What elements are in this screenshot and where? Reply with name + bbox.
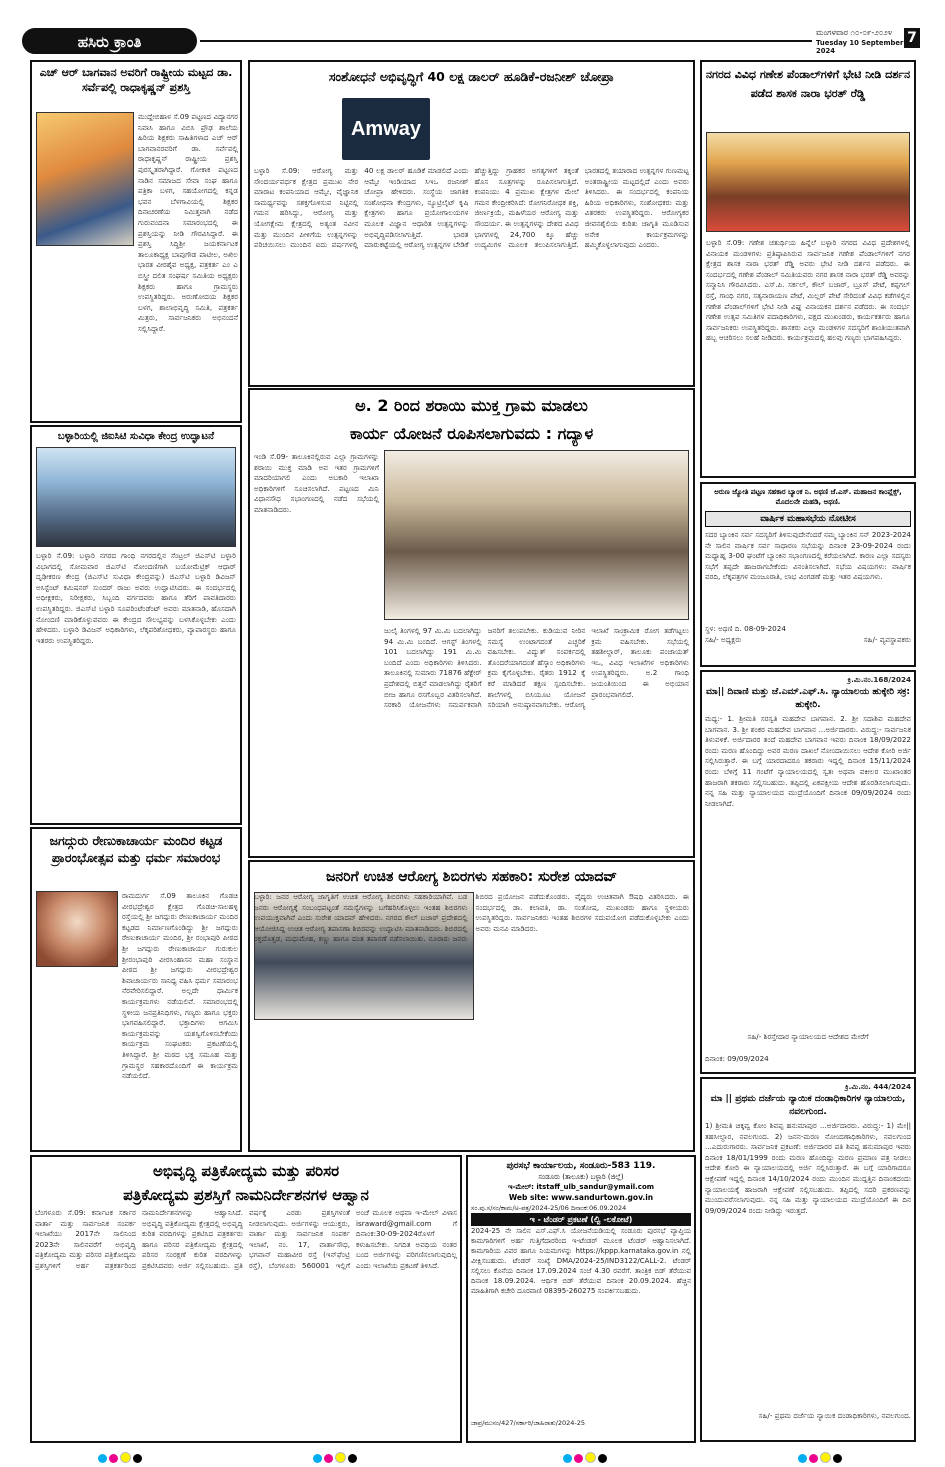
article-renukacharya-temple xyxy=(30,827,242,1152)
tender-website: Web site: www.sandurtown.gov.in xyxy=(508,1193,654,1202)
amway-logo xyxy=(342,98,430,160)
notice-date: ದಿನಾಂಕ: 09/09/2024 xyxy=(705,1054,769,1063)
masthead xyxy=(22,28,922,54)
headline: ಜನರಿಗೆ ಉಚಿತ ಆರೋಗ್ಯ ಶಿಬಿರಗಳು ಸಹಕಾರಿ: ಸುರೇಶ ಯಾದವ್ xyxy=(326,869,617,885)
tender-email: ಇ-ಮೇಲ್: itstaff_ulb_sandur@ymail.com xyxy=(507,1183,655,1191)
article-body: ಬಳ್ಳಾರಿ: ಜನರ ಆರೋಗ್ಯ ಜಾಗೃತಿಗೆ ಉಚಿತ ಆರೋಗ್ಯ ಶಿಬಿರಗಳು ಸಹಕಾರಿಯಾಗಿವೆ. ಬಡ ಜನರು ಆರೋಗ್ಯಕ್ಕೆ ಸಂಬಂಧಪಟ್ಟಂತೆ ಸಮಸ್ಯೆಗಳನ್ನು ಬಗೆಹರಿಸಿಕೊಳ್ಳಲು ಇಂತಹ ಶಿಬಿರಗಳು ಉಪಯುಕ್ತವಾಗಿವೆ ಎಂದು ಸುರೇಶ ಯಾದವ್ ಹೇಳಿದರು. ನಗರದ ಕೌಲ್ ಬಜಾರ್ ಪ್ರದೇಶದಲ್ಲಿ ಆಯೋಜಿಸಿದ್ದ ಉಚಿತ ಆರೋಗ್ಯ ತಪಾಸಣಾ ಶಿಬಿರವನ್ನು ಉದ್ಘಾಟಿಸಿ ಮಾತನಾಡಿದರು. ಶಿಬಿರದಲ್ಲಿ ರಕ್ತದೊತ್ತಡ, ಮಧುಮೇಹ, ಕಣ್ಣು ಹಾಗೂ ದಂತ ತಪಾಸಣೆ ನಡೆಸಲಾಯಿತು. ನೂರಾರು ಜನರು ಶಿಬಿರದ ಪ್ರಯೋಜನ ಪಡೆದುಕೊಂಡರು. ವೈದ್ಯರು ಉಚಿತವಾಗಿ ಔಷಧಿ ವಿತರಿಸಿದರು. ಈ ಸಂದರ್ಭದಲ್ಲಿ ಡಾ. ಕಲಾವತಿ, ಡಾ. ಸಂತೋಷ, ಮುಖಂಡರು ಹಾಗೂ ಸ್ಥಳೀಯರು ಉಪಸ್ಥಿತರಿದ್ದರು. ಸಾರ್ವಜನಿಕರು ಇಂತಹ ಶಿಬಿರಗಳ ಸದುಪಯೋಗ ಪಡೆದುಕೊಳ್ಳಬೇಕು ಎಂದು ಅವರು ಮನವಿ ಮಾಡಿದರು. xyxy=(254,892,689,944)
place-date: ಸ್ಥಳ: ಅಥಣಿ ದಿ. 08-09-2024 xyxy=(705,624,786,633)
headline-line2: ಪತ್ರಿಕೋದ್ಯಮ ಪ್ರಶಸ್ತಿಗೆ ನಾಮನಿರ್ದೇಶನಗಳ ಆಹ್ವಾನ xyxy=(123,1186,369,1204)
notice-court-hukkeri xyxy=(700,670,916,1074)
headline: ಬಳ್ಳಾರಿಯಲ್ಲಿ ಜಿಐಸಿಟಿ ಸುವಿಧಾ ಕೇಂದ್ರ ಉದ್ಘಾಟನೆ xyxy=(57,431,215,442)
notice-tender-sandur xyxy=(466,1155,696,1443)
headline: ಸಂಶೋಧನೆ ಅಭಿವೃದ್ಧಿಗೆ 40 ಲಕ್ಷ ಡಾಲರ್ ಹೂಡಿಕೆ-ರಜನೀಶ್ ಚೋಪ್ರಾ xyxy=(328,69,615,84)
case-number: ಕ್ರಿ.ಮಿ.ನಂ.168/2024 xyxy=(847,675,911,684)
notice-bank-agm xyxy=(700,482,916,667)
article-health-camp xyxy=(248,860,695,1152)
notice-body: ಮಧ್ಯ:- 1. ಶ್ರೀಮತಿ ಸರಸ್ವತಿ ಮಹದೇವ ಬಾಗವಾನ. 2. ಶ್ರೀ ಸದಾಶಿವ ಮಹದೇವ ಬಾಗವಾನ. 3. ಶ್ರೀ ಶಂಕರ ಮಹದೇವ ಬಾಗವಾನ ...ಅರ್ಜಿದಾರರು. ವಿರುದ್ಧ:- ಸಾರ್ವಜನಿಕ ತಿಳುವಳಿಕೆ. ಅರ್ಜಿದಾರರ ತಂದೆ ಮಹದೇವ ಬಾಗವಾನ ಇವರು ದಿನಾಂಕ 18/09/2022 ರಂದು ಮರಣ ಹೊಂದಿದ್ದು ಅವರ ಮರಣ ದಾಖಲೆ ನೋಂದಾಯಿಸಲು ಆದೇಶ ಕೋರಿ ಅರ್ಜಿ ಸಲ್ಲಿಸಿರುತ್ತಾರೆ. ಈ ಬಗ್ಗೆ ಯಾರದಾದರೂ ತಕರಾರು ಇದ್ದಲ್ಲಿ ದಿನಾಂಕ 15/11/2024 ರಂದು ಬೆಳಿಗ್ಗೆ 11 ಗಂಟೆಗೆ ನ್ಯಾಯಾಲಯದಲ್ಲಿ ಸ್ವತಃ ಅಥವಾ ವಕೀಲರ ಮುಖಾಂತರ ಹಾಜರಾಗಿ ತಕರಾರು ಸಲ್ಲಿಸಬಹುದು. ತಪ್ಪಿದಲ್ಲಿ ಏಕಪಕ್ಷೀಯ ಆದೇಶ ಹೊರಡಿಸಲಾಗುವುದು. ನನ್ನ ಸಹಿ ಮತ್ತು ನ್ಯಾಯಾಲಯದ ಮುದ್ರೆಯೊಂದಿಗೆ ದಿನಾಂಕ 09/09/2024 ರಂದು ನೀಡಲಾಗಿದೆ. xyxy=(705,714,911,808)
awardee-photo xyxy=(36,112,134,246)
notice-body: ಸದರ ಬ್ಯಾಂಕಿನ ಸರ್ವ ಸದಸ್ಯರಿಗೆ ತಿಳಿಸುವುದೇನೆಂದರೆ ನಮ್ಮ ಬ್ಯಾಂಕಿನ ಸನ್ 2023-2024 ನೇ ಸಾಲಿನ ವಾರ್ಷಿಕ ಸರ್ವ ಸಾಧಾರಣ ಸಭೆಯನ್ನು ದಿನಾಂಕ 23-09-2024 ರಂದು ಮಧ್ಯಾಹ್ನ 3-00 ಘಂಟೆಗೆ ಬ್ಯಾಂಕಿನ ಸಭಾಂಗಣದಲ್ಲಿ ಕರೆಯಲಾಗಿದೆ. ಕಾರಣ ಎಲ್ಲಾ ಸದಸ್ಯರು ಸಭೆಗೆ ತಪ್ಪದೇ ಹಾಜರಾಗಬೇಕೆಂದು ವಿನಂತಿಸಲಾಗಿದೆ. ಸಭೆಯ ವಿಷಯಗಳು: ವಾರ್ಷಿಕ ವರದಿ, ಲೆಕ್ಕಪತ್ರಗಳ ಮಂಜೂರಾತಿ, ಲಾಭ ವಿಂಗಡಣೆ ಮತ್ತು ಇತರ ವಿಷಯಗಳು. xyxy=(705,530,911,582)
cmyk-dots-right xyxy=(798,1448,844,1467)
notice-court-navalgund xyxy=(700,1077,916,1442)
article-body: ಬಳ್ಳಾರಿ ಸೆ.09: ಗಣೇಶ ಚತುರ್ಥಿಯ ಹಿನ್ನೆಲೆ ಬಳ್ಳಾರಿ ನಗರದ ವಿವಿಧ ಪ್ರದೇಶಗಳಲ್ಲಿ ವಿನಾಯಕ ಮಂಡಳಿಗಳು ಪ್ರತಿಷ್ಠಾಪಿಸಿರುವ ಸಾರ್ವಜನಿಕ ಗಣೇಶ ಪೆಂಡಾಲ್‌ಗಳಿಗೆ ನಗರ ಕ್ಷೇತ್ರದ ಶಾಸಕ ನಾರಾ ಭರತ್ ರೆಡ್ಡಿ ಅವರು ಭೇಟಿ ನೀಡಿ ದರ್ಶನ ಪಡೆದರು. ಈ ಸಂದರ್ಭದಲ್ಲಿ ಗಣೇಶ ಪೆಂಡಾಲ್ ಸಮಿತಿಯವರು ನಗರ ಶಾಸಕ ನಾರಾ ಭರತ್ ರೆಡ್ಡಿ ಅವರನ್ನು ಸನ್ಮಾನಿಸಿ ಗೌರವಿಸಿದರು. ಎಸ್.ಪಿ. ಸರ್ಕಲ್, ಕೌಲ್ ಬಜಾರ್, ಬ್ರೂಸ್ ಪೇಟೆ, ಕಪ್ಪಗಲ್ ರಸ್ತೆ, ಗಾಂಧಿ ನಗರ, ಸತ್ಯನಾರಾಯಣ ಪೇಟೆ, ಮಿಲ್ಲರ್ ಪೇಟೆ ಸೇರಿದಂತೆ ವಿವಿಧ ಕಡೆಗಳಲ್ಲಿನ ಗಣೇಶ ಪೆಂಡಾಲ್‌ಗಳಿಗೆ ಭೇಟಿ ನೀಡಿ ವಿಘ್ನ ವಿನಾಯಕನ ದರ್ಶನ ಪಡೆದರು. ಈ ಸಂದರ್ಭ ಗಣೇಶ ಉತ್ಸವ ಸಮಿತಿಗಳ ಪದಾಧಿಕಾರಿಗಳು, ಪಕ್ಷದ ಮುಖಂಡರು, ಕಾರ್ಯಕರ್ತರು ಹಾಗೂ ಸಾರ್ವಜನಿಕರು ಉಪಸ್ಥಿತರಿದ್ದರು. ಶಾಸಕರು ಎಲ್ಲಾ ಮಂಡಳಿಗಳ ಸದಸ್ಯರಿಗೆ ಶಾಂತಿಯುತವಾಗಿ ಹಬ್ಬ ಆಚರಿಸಲು ಸಲಹೆ ನೀಡಿದರು. ಕಾರ್ಯಕ್ರಮದಲ್ಲಿ ಹಲವು ಗಣ್ಯರು ಭಾಗವಹಿಸಿದ್ದರು. xyxy=(706,238,910,343)
notice-title: ವಾರ್ಷಿಕ ಮಹಾಸಭೆಯ ನೋಟೀಸ xyxy=(705,511,911,527)
mla-visit-photo xyxy=(706,132,910,232)
meeting-photo xyxy=(384,450,689,620)
notice-body: 1) ಶ್ರೀಮತಿ ಚಿಕ್ಕವ್ವ ಕೋಂ ಶಿವಪ್ಪ ಹನುಮಾಪುರ ...ಅರ್ಜಿದಾರರು. ವಿರುದ್ಧ:- 1) ಮೇ|| ತಹಸೀಲ್ದಾರ, ನವಲಗುಂದ. 2) ಜನನ-ಮರಣ ನೋಂದಣಾಧಿಕಾರಿಗಳು, ನವಲಗುಂದ ...ಎದುರುಗಾರರು. ಸಾರ್ವಜನಿಕ ಪ್ರಕಟಣೆ: ಅರ್ಜಿದಾರರ ಪತಿ ಶಿವಪ್ಪ ಹನುಮಾಪುರ ಇವರು ದಿನಾಂಕ 18/01/1999 ರಂದು ಮರಣ ಹೊಂದಿದ್ದು ಮರಣ ಪ್ರಮಾಣ ಪತ್ರ ನೀಡಲು ಆದೇಶ ಕೋರಿ ಈ ನ್ಯಾಯಾಲಯದಲ್ಲಿ ಅರ್ಜಿ ಸಲ್ಲಿಸಿರುತ್ತಾರೆ. ಈ ಬಗ್ಗೆ ಯಾರಿಗಾದರೂ ಆಕ್ಷೇಪಣೆ ಇದ್ದಲ್ಲಿ ದಿನಾಂಕ 14/10/2024 ರಂದು ಮುಂದಿನ ಮುದ್ದತ್ತಿನ ದಿನಾಂಕದಂದು ನ್ಯಾಯಾಲಯಕ್ಕೆ ಹಾಜರಾಗಿ ಆಕ್ಷೇಪಣೆ ಸಲ್ಲಿಸಬಹುದು. ತಪ್ಪಿದಲ್ಲಿ ಸದರಿ ಪ್ರಕರಣವನ್ನು ಮುಂದುವರೆಸಲಾಗುವುದು. ನನ್ನ ಸಹಿ ಮತ್ತು ನ್ಯಾಯಾಲಯದ ಮುದ್ರೆಯೊಂದಿಗೆ ಈ ದಿನ 09/09/2024 ರಂದು ನೀಡಿದ್ದು ಇರುತ್ತದೆ. xyxy=(705,1121,911,1215)
tender-reference: ಸಂ.ಪು.ಸ/ಸಂ/ಕಾಮ/ಅ-ಪತ್ರ/2024-25/06 ದಿನಾಂಕ:06.09.2024 xyxy=(471,1204,627,1212)
article-lead: ಇಂಡಿ ಸೆ.09- ತಾಲೂಕಿನಲ್ಲಿರುವ ಎಲ್ಲಾ ಗ್ರಾಮಗಳನ್ನು ಶರಾಯಿ ಮುಕ್ತ ಮಾಡಿ ಅವ ಇತರ ಗ್ರಾಮಗಳಿಗೆ ಮಾದರಿಯಾಗಲಿ ಎಂದು ಅಬಕಾರಿ ಇಲಾಖಾ ಅಧಿಕಾರಿಗಳಿಗೆ ಸೂಚಿಸಲಾಗಿದೆ. ಪಟ್ಟಣದ ಮಿನಿ ವಿಧಾನಸೌಧ ಸಭಾಂಗಣದಲ್ಲಿ ನಡೆದ ಸಭೆಯಲ್ಲಿ ಮಾತನಾಡಿದರು. xyxy=(254,452,379,514)
article-liquor-free-villages xyxy=(248,388,695,858)
headline: ನಗರದ ವಿವಿಧ ಗಣೇಶ ಪೆಂಡಾಲ್‌ಗಳಿಗೆ ಭೇಟಿ ನೀಡಿ ದರ್ಶನ ಪಡೆದ ಶಾಸಕ ನಾರಾ ಭರತ್ ರೆಡ್ಡಿ xyxy=(705,68,911,100)
article-body: ಜುಲೈ ತಿಂಗಳಲ್ಲಿ 97 ಮಿ.ಮಿ ಬದಲಾಗಿದ್ದು 94 ಮಿ.ಮಿ ಬಂದಿದೆ. ಆಗಸ್ಟ್ ತಿಂಗಳಲ್ಲಿ 101 ಬದಲಾಗಿದ್ದು 191 ಮಿ.ಮಿ ಬಂದಿದೆ ಎಂದು ಅಧಿಕಾರಿಗಳು ತಿಳಿಸಿದರು. ತಾಲೂಕಿನಲ್ಲಿ ಸುಮಾರು 71876 ಹೆಕ್ಟೇರ್ ಪ್ರದೇಶದಲ್ಲಿ ಬಿತ್ತನೆ ಮಾಡಲಾಗಿದ್ದು ರೈತರಿಗೆ ಬೀಜ ಹಾಗೂ ರಸಗೊಬ್ಬರ ವಿತರಿಸಲಾಗಿದೆ. ಸರಕಾರಿ ಯೋಜನೆಗಳು ಸಮರ್ಪಕವಾಗಿ ಜನರಿಗೆ ತಲುಪಬೇಕು. ಕುಡಿಯುವ ನೀರಿನ ಸಮಸ್ಯೆ ಉಂಟಾಗದಂತೆ ಎಚ್ಚರಿಕೆ ವಹಿಸಬೇಕು. ವಿದ್ಯುತ್ ಸಂಪರ್ಕದಲ್ಲಿ ತೊಂದರೆಯಾಗದಂತೆ ಹೆಸ್ಕಾಂ ಅಧಿಕಾರಿಗಳು ಕ್ರಮ ಕೈಗೊಳ್ಳಬೇಕು. ರೈತರು 1912 ಕ್ಕೆ ಕರೆ ಮಾಡಿದರೆ ತಕ್ಷಣ ಸ್ಪಂದಿಸಬೇಕು. ಶಾಲೆಗಳಲ್ಲಿ ಬಿಸಿಯೂಟ ಯೋಜನೆ ಸರಿಯಾಗಿ ಅನುಷ್ಠಾನವಾಗಬೇಕು. ಆರೋಗ್ಯ ಇಲಾಖೆ ಸಾಂಕ್ರಾಮಿಕ ರೋಗ ತಡೆಗಟ್ಟಲು ಕ್ರಮ ವಹಿಸಬೇಕು. ಸಭೆಯಲ್ಲಿ ತಹಶೀಲ್ದಾರ್, ತಾಲೂಕು ಪಂಚಾಯತ್ ಇಒ, ವಿವಿಧ ಇಲಾಖೆಗಳ ಅಧಿಕಾರಿಗಳು ಉಪಸ್ಥಿತರಿದ್ದರು. ಅ.2 ಗಾಂಧಿ ಜಯಂತಿಯಿಂದ ಈ ಅಭಿಯಾನ ಪ್ರಾರಂಭವಾಗಲಿದೆ. xyxy=(384,626,689,710)
cmyk-dots-left xyxy=(98,1448,144,1467)
court-title: ಮಾ || ಪ್ರಥಮ ದರ್ಜೆಯ ನ್ಯಾಯಿಕ ದಂಡಾಧಿಕಾರಿಗಳ ನ್ಯಾಯಾಲಯ, ನವಲಗುಂದ. xyxy=(710,1094,906,1117)
gst-event-photo xyxy=(36,447,236,547)
bank-header: ಅರುಣ ಜ್ಯೋತಿ ಪಟ್ಟಣ ಸಹಕಾರ ಬ್ಯಾಂಕ ನಿ. ಅಥಣಿ ಜೆ.ಎಸ್. ಮಹಾಜನ ಕಾಂಪ್ಲೆಕ್ಸ್, ಮೊದಲನೇ ಮಹಡಿ, ಅಥಣಿ. xyxy=(714,488,902,506)
sign-manager: ಸಹಿ/- ವ್ಯವಸ್ಥಾಪಕರು xyxy=(863,635,911,644)
tender-bar: ಇ - ಟೆಂಡರ್ ಪ್ರಕಟಣೆ (ಲ್ವಿ -ಲಕೋಟೆ) xyxy=(471,1213,691,1226)
article-body: ಮುದ್ದೇಬಿಹಾಳ ಸೆ.09 ಪಟ್ಟಣದ ವಿದ್ಯಾನಗರ ನಿವಾಸಿ ಹಾಗೂ ವಿಬಿಸಿ ಪ್ರೌಢ ಶಾಲೆಯ ಹಿರಿಯ ಶಿಕ್ಷಕರು ಸಾಹಿತಿಗಳಾದ ಎಚ್ ಆರ್ ಬಾಗವಾನರವರಿಗೆ ಡಾ. ಸರ್ವೆಪಲ್ಲಿ ರಾಧಾಕೃಷ್ಣನ್ ರಾಷ್ಟ್ರೀಯ ಪ್ರಶಸ್ತಿ ಪುರಸ್ಕೃತರಾಗಿದ್ದಾರೆ. ಗೋಕಾಕ ಪಟ್ಟಣದ ನಾಡಿನ ಸಮಾಜದ ಸೇವಾ ಸಂಘ ಹಾಗೂ ಪತ್ರಿಕಾ ಬಳಗ, ಸಹಯೋಗದಲ್ಲಿ ಕನ್ನಡ ಭವನ ಬೆಳಗಾವಿಯಲ್ಲಿ ಶಿಕ್ಷಕರ ದಿನಾಚರಣೆಯ ನಿಮಿತ್ತವಾಗಿ ನಡೆದ ಗುರುವಂದನಾ ಸಮಾರಂಭದಲ್ಲಿ ಈ ಪ್ರಶಸ್ತಿಯನ್ನು ನೀಡಿ ಗೌರವಿಸಿದ್ದಾರೆ. ಈ ಪ್ರಶಸ್ತಿ ಸಿದ್ಧಿಶ್ರೀ ಜಯಕರ್ನಾಟಕ ತಾಲೂಕಾಧ್ಯಕ್ಷ ಬಾಪುಗೌಡ ಪಾಟೀಲ, ಅಖಿಲ ಭಾರತ ವೀರಶೈವ ಅಧ್ಯಕ್ಷ, ಪತ್ರಕರ್ತ ಎಂ ಎ ಬಿಸ್ತ್ರೀ ದಲಿತ ಸಂಘರ್ಷ ಸಮಿತಿಯ ಅಧ್ಯಕ್ಷರು ಶಿಕ್ಷಕರು ಹಾಗೂ ಗ್ರಾಮಸ್ಥರು ಉಪಸ್ಥಿತರಿದ್ದರು. ಅರುಣೋದಯ ಶಿಕ್ಷಕರ ಬಳಗ, ಶಾಲಾಭಿವೃದ್ಧಿ ಸಮಿತಿ, ಪತ್ರಕರ್ತ ಮಿತ್ರರು, ಸಾರ್ವಜನಿಕರು ಅಭಿನಂದನೆ ಸಲ್ಲಿಸಿದ್ದಾರೆ. xyxy=(138,112,238,333)
tender-footer: ಜಾಪ್ರ/ಮುಸಂ/427/ಸರ್ಕಾರಿ/ಜಾಹಿರಾತು/2024-25 xyxy=(471,1419,586,1427)
article-amway-investment xyxy=(248,60,695,387)
sign-president: ಸಹಿ/- ಅಧ್ಯಕ್ಷರು xyxy=(705,635,742,644)
paper-name: ಹಸಿರು ಕ್ರಾಂತಿ xyxy=(77,33,142,51)
article-body: ರಾಮದುರ್ಗ ಸೆ.09 ತಾಲೂಕಿನ ಗೊಡಚಿ ವೀರಭದ್ರೇಶ್ವರ ಕ್ಷೇತ್ರದ ಗೊಡಚಿ-ಸಾಲಹಳ್ಳಿ ರಸ್ತೆಯಲ್ಲಿ ಶ್ರೀ ಜಗದ್ಗುರು ರೇಣುಕಾಚಾರ್ಯ ಮಂದಿರ ಕಟ್ಟಡದ ನಿರ್ಮಾಣಗೊಂಡಿದ್ದು ಶ್ರೀ ಜಗದ್ಗುರು ರೇಣುಕಾಚಾರ್ಯ ಮಂದಿರ, ಶ್ರೀ ರಂಭಾಪುರಿ ಪೀಠದ ಶ್ರೀ ಜಗದ್ಗುರು ರೇಣುಕಾಚಾರ್ಯ ಗುರುಕುಲ ಶ್ರೀರಂಭಾಪುರಿ ವೀರಸಿಂಹಾಸನ ಮಹಾ ಸಂಸ್ಥಾನ ಪೀಠದ ಶ್ರೀ ಜಗದ್ಗುರು ವೀರಭದ್ರೇಶ್ವರ ಶಿವಾಚಾರ್ಯರು ಸಾನಿಧ್ಯ ವಹಿಸಿ ಧರ್ಮ ಸಮಾರಂಭ ನೆರವೇರಿಸಲಿದ್ದಾರೆ. ಅಲ್ಲದೇ ಧಾರ್ಮಿಕ ಕಾರ್ಯಕ್ರಮಗಳು ನಡೆಯಲಿವೆ. ಸಮಾರಂಭದಲ್ಲಿ ಸ್ಥಳೀಯ ಜನಪ್ರತಿನಿಧಿಗಳು, ಗಣ್ಯರು ಹಾಗೂ ಭಕ್ತರು ಭಾಗವಹಿಸಲಿದ್ದಾರೆ. ಭಕ್ತಾದಿಗಳು ಆಗಮಿಸಿ ಕಾರ್ಯಕ್ರಮವನ್ನು ಯಶಸ್ವಿಗೊಳಿಸಬೇಕೆಂದು ಕಾರ್ಯಕ್ರಮ ಸಂಘಟಕರು ಪ್ರಕಟಣೆಯಲ್ಲಿ ತಿಳಿಸಿದ್ದಾರೆ. ಶ್ರೀ ಮಠದ ಭಕ್ತ ಸಮೂಹ ಮತ್ತು ಗ್ರಾಮಸ್ಥರ ಸಹಕಾರದೊಂದಿಗೆ ಈ ಕಾರ್ಯಕ್ರಮ ನಡೆಯಲಿದೆ. xyxy=(122,891,238,1081)
logo-text: Amway xyxy=(350,118,422,140)
article-body: ಬಳ್ಳಾರಿ ಸೆ.09: ಆರೋಗ್ಯ ಮತ್ತು ಸೌಂದರ್ಯವರ್ಧಕ ಕ್ಷೇತ್ರದ ಪ್ರಮುಖ ನೇರ ಮಾರಾಟ ಕಂಪನಿಯಾದ ಆಮ್ವೇ, ವೈಜ್ಞಾನಿಕ ಸಾಮರ್ಥ್ಯವನ್ನು ಸಶಕ್ತಗೊಳಿಸುವ ನಿಟ್ಟಿನಲ್ಲಿ ಗಮನ ಹರಿಸಿದ್ದು, ಆರೋಗ್ಯ ಮತ್ತು ಯೋಗಕ್ಷೇಮ ಕ್ಷೇತ್ರದಲ್ಲಿ ಅತ್ಯಂತ ನವೀನ ಮತ್ತು ಮುಂದಿನ ಪೀಳಿಗೆಯ ಉತ್ಪನ್ನಗಳನ್ನು ಪರಿಚಯಿಸಲು ಮುಂದಿನ ಐದು ವರ್ಷಗಳಲ್ಲಿ 40 ಲಕ್ಷ ಡಾಲರ್ ಹೂಡಿಕೆ ಮಾಡಲಿದೆ ಎಂದು ಆಮ್ವೇ ಇಂಡಿಯಾದ ಸಿಇಒ ರಜನೀಶ್ ಚೋಪ್ರಾ ಹೇಳಿದರು. ಸಂಸ್ಥೆಯ ಜಾಗತಿಕ ಸಂಶೋಧನಾ ಕೇಂದ್ರಗಳು, ನ್ಯೂಟ್ರಿಲೈಟ್ ಕೃಷಿ ಕ್ಷೇತ್ರಗಳು ಹಾಗೂ ಪ್ರಯೋಗಾಲಯಗಳ ಮೂಲಕ ವಿಜ್ಞಾನ ಆಧಾರಿತ ಉತ್ಪನ್ನಗಳನ್ನು ಅಭಿವೃದ್ಧಿಪಡಿಸಲಾಗುತ್ತಿದೆ. ಭಾರತ ಮಾರುಕಟ್ಟೆಯಲ್ಲಿ ಆರೋಗ್ಯ ಉತ್ಪನ್ನಗಳ ಬೇಡಿಕೆ ಹೆಚ್ಚುತ್ತಿದ್ದು ಗ್ರಾಹಕರ ಅಗತ್ಯಗಳಿಗೆ ತಕ್ಕಂತೆ ಹೊಸ ಸೂತ್ರಗಳನ್ನು ರೂಪಿಸಲಾಗುತ್ತಿದೆ. ಕಂಪನಿಯು 4 ಪ್ರಮುಖ ಕ್ಷೇತ್ರಗಳ ಮೇಲೆ ಗಮನ ಕೇಂದ್ರೀಕರಿಸಿದೆ: ರೋಗನಿರೋಧಕ ಶಕ್ತಿ, ಜೀರ್ಣಕ್ರಿಯೆ, ಮಹಿಳೆಯರ ಆರೋಗ್ಯ ಮತ್ತು ಸೌಂದರ್ಯ. ಈ ಉತ್ಪನ್ನಗಳನ್ನು ದೇಶದ ವಿವಿಧ ಭಾಗಗಳಲ್ಲಿ 24,700 ಕ್ಕೂ ಹೆಚ್ಚು ಉದ್ಯಮಿಗಳ ಮೂಲಕ ತಲುಪಿಸಲಾಗುತ್ತಿದೆ. ಭಾರತದಲ್ಲಿ ತಯಾರಾದ ಉತ್ಪನ್ನಗಳ ಗುಣಮಟ್ಟ ಅಂತರಾಷ್ಟ್ರೀಯ ಮಟ್ಟದಲ್ಲಿದೆ ಎಂದು ಅವರು ತಿಳಿಸಿದರು. ಈ ಸಂದರ್ಭದಲ್ಲಿ ಕಂಪನಿಯ ಹಿರಿಯ ಅಧಿಕಾರಿಗಳು, ಸಂಶೋಧಕರು ಮತ್ತು ವಿತರಕರು ಉಪಸ್ಥಿತರಿದ್ದರು. ಆರೋಗ್ಯಕರ ಜೀವನಶೈಲಿಯ ಕುರಿತು ಜಾಗೃತಿ ಮೂಡಿಸುವ ಅನೇಕ ಕಾರ್ಯಕ್ರಮಗಳನ್ನು ಹಮ್ಮಿಕೊಳ್ಳಲಾಗುವುದು ಎಂದರು. xyxy=(254,166,689,250)
headline-line1: ಅಭಿವೃದ್ಧಿ ಪತ್ರಿಕೋದ್ಯಮ ಮತ್ತು ಪರಿಸರ xyxy=(152,1162,340,1180)
article-body-continued xyxy=(34,245,132,419)
date-english: Tuesday 10 September 2024 xyxy=(816,39,904,55)
date-kannada: ಮಂಗಳವಾರ ೧೦-೦೯-೨೦೨೪ xyxy=(816,28,893,37)
registration-marks xyxy=(98,1448,898,1460)
cmyk-dots-center-right xyxy=(563,1448,609,1467)
masthead-title-box xyxy=(22,28,197,54)
headline: ಎಚ್ ಆರ್ ಬಾಗವಾನ ಅವರಿಗೆ ರಾಷ್ಟ್ರೀಯ ಮಟ್ಟದ ಡಾ. ಸರ್ವೆಪಲ್ಲಿ ರಾಧಾಕೃಷ್ಣನ್ ಪ್ರಶಸ್ತಿ xyxy=(39,66,233,94)
headline: ಜಗದ್ಗುರು ರೇಣುಕಾಚಾರ್ಯ ಮಂದಿರ ಕಟ್ಟಡ ಪ್ರಾರಂಭೋತ್ಸವ ಮತ್ತು ಧರ್ಮ ಸಮಾರಂಭ xyxy=(49,833,223,865)
court-title: ಮಾ|| ದಿವಾಣಿ ಮತ್ತು ಜೆ.ಎಮ್.ಎಫ್.ಸಿ. ನ್ಯಾಯಾಲಯ ಹುಕ್ಕೇರಿ ಸಕ್ರ: ಹುಕ್ಕೇರಿ. xyxy=(705,687,910,710)
headline-line2: ಕಾರ್ಯ ಯೋಜನೆ ರೂಪಿಸಲಾಗುವದು : ಗದ್ಯಾಳ xyxy=(349,424,594,443)
article-gst-center xyxy=(30,425,242,825)
swamiji-photo xyxy=(36,891,118,967)
article-body: ಬಳ್ಳಾರಿ ಸೆ.09: ಬಳ್ಳಾರಿ ನಗರದ ಗಾಂಧಿ ನಗರದಲ್ಲಿನ ಸೆಂಟ್ರಲ್ ಜಿಎಸ್‌ಟಿ ಬಳ್ಳಾರಿ ವಿಭಾಗದಲ್ಲಿ ಸೋಮವಾರ ಜಿಎಸ್‌ಟಿ ನೋಂದಣಿಗಾಗಿ ಬಯೋಮೆಟ್ರಿಕ್ ಆಧಾರ್ ದೃಢೀಕರಣ ಕೇಂದ್ರ (ಜಿಎಸ್‌ಟಿ ಸುವಿಧಾ ಕೇಂದ್ರವನ್ನು) ಜಿಎಸ್‌ಟಿ ಬಳ್ಳಾರಿ ಡಿವಿಜನ್ ಅಸಿಸ್ಟೆಂಟ್ ಕಮಿಷನರ್ ಸುಂದರ್ ರಾಜು ಅವರು ಉದ್ಘಾಟಿಸಿದರು. ಈ ಸಂದರ್ಭದಲ್ಲಿ ಅಧೀಕ್ಷಕರು, ನಿರೀಕ್ಷಕರು, ಸಿಬ್ಬಂದಿ ವರ್ಗದವರು ಹಾಗೂ ತೆರಿಗೆ ಪಾವತಿದಾರರು ಉಪಸ್ಥಿತರಿದ್ದರು. ಜಿಎಸ್‌ಟಿ ಬಳ್ಳಾರಿ ಸೂಪರಿಂಟೆಂಡೆಂಟ್ ಅವರು ಮಾತನಾಡಿ, ಹೊಸದಾಗಿ ನೋಂದಣಿ ಮಾಡಿಕೊಳ್ಳುವವರು ಈ ಕೇಂದ್ರದ ಸೌಲಭ್ಯವನ್ನು ಬಳಸಿಕೊಳ್ಳಬೇಕು ಎಂದು ಹೇಳಿದರು. ಬಳ್ಳಾರಿ ಡಿವಿಜನ್ ಅಧಿಕಾರಿಗಳು, ಲೆಕ್ಕಪರಿಶೋಧಕರು, ವ್ಯಾಪಾರಸ್ಥರು ಹಾಗೂ ಇತರರು ಉಪಸ್ಥಿತರಿದ್ದರು. xyxy=(36,551,236,645)
masthead-rule xyxy=(200,40,812,42)
article-body: ಬೆಂಗಳೂರು ಸೆ.09: ಕರ್ನಾಟಕ ಸರ್ಕಾರ ವಾರ್ತಾ ಮತ್ತು ಸಾರ್ವಜನಿಕ ಸಂಪರ್ಕ ಇಲಾಖೆಯು 2017ನೇ ಸಾಲಿನಿಂದ 2023ನೇ ಸಾಲಿನವರೆಗೆ ಅಭಿವೃದ್ಧಿ ಪತ್ರಿಕೋದ್ಯಮ ಮತ್ತು ಪರಿಸರ ಪತ್ರಿಕೋದ್ಯಮ ಪ್ರಶಸ್ತಿಗಳಿಗೆ ಅರ್ಹ ಪತ್ರಕರ್ತರಿಂದ ನಾಮನಿರ್ದೇಶನಗಳನ್ನು ಆಹ್ವಾನಿಸಿದೆ. ಅಭಿವೃದ್ಧಿ ಪತ್ರಿಕೋದ್ಯಮ ಕ್ಷೇತ್ರದಲ್ಲಿ ಅಭಿವೃದ್ಧಿ ಕುರಿತ ವರದಿಗಳನ್ನು ಪ್ರಕಟಿಸಿದ ಪತ್ರಕರ್ತರು ಹಾಗೂ ಪರಿಸರ ಪತ್ರಿಕೋದ್ಯಮ ಕ್ಷೇತ್ರದಲ್ಲಿ ಪರಿಸರ ಸಂರಕ್ಷಣೆ ಕುರಿತ ವರದಿಗಳನ್ನು ಪ್ರಕಟಿಸಿದವರು ಅರ್ಜಿ ಸಲ್ಲಿಸಬಹುದು. ಪ್ರತಿ ವರ್ಷಕ್ಕೆ ಎರಡು ಪ್ರಶಸ್ತಿಗಳಂತೆ ನೀಡಲಾಗುವುದು. ಅರ್ಜಿಗಳನ್ನು ಆಯುಕ್ತರು, ವಾರ್ತಾ ಮತ್ತು ಸಾರ್ವಜನಿಕ ಸಂಪರ್ಕ ಇಲಾಖೆ, ನಂ. 17, ವಾರ್ತಾಸೌಧ, ಭಗವಾನ್ ಮಹಾವೀರ ರಸ್ತೆ (ಇನ್‌ಫೆಂಟ್ರಿ ರಸ್ತೆ), ಬೆಂಗಳೂರು 560001 ಇಲ್ಲಿಗೆ ಅಂಚೆ ಮೂಲಕ ಅಥವಾ ಇ-ಮೇಲ್ ವಿಳಾಸ israward@gmail.com ಗೆ ದಿನಾಂಕ:30-09-2024ರೊಳಗೆ ಕಳುಹಿಸಬೇಕು. ನಿಗದಿತ ಅವಧಿಯ ನಂತರ ಬಂದ ಅರ್ಜಿಗಳನ್ನು ಪರಿಗಣಿಸಲಾಗುವುದಿಲ್ಲ ಎಂದು ಇಲಾಖೆಯ ಪ್ರಕಟಣೆ ತಿಳಿಸಿದೆ. xyxy=(35,1208,457,1270)
case-number: ಕ್ರಿ.ಮಿ.ನಂ. 444/2024 xyxy=(844,1082,911,1091)
article-ganesha-pandal xyxy=(700,60,916,478)
page-number: 7 xyxy=(904,28,920,48)
headline-line1: ಅ. 2 ರಿಂದ ಶರಾಯಿ ಮುಕ್ತ ಗ್ರಾಮ ಮಾಡಲು xyxy=(355,396,588,415)
article-journalism-award xyxy=(30,1155,462,1443)
tender-header: ಪುರಸಭೆ ಕಾರ್ಯಾಲಯ, ಸಂಡೂರು-583 119. xyxy=(506,1161,656,1171)
tender-body: 2024-25 ನೇ ಸಾಲಿನ ಎಸ್.ಎಫ್.ಸಿ ಯೋಜನೆಯಡಿಯಲ್ಲಿ ಸಂಡೂರು ಪುರಸಭೆ ವ್ಯಾಪ್ತಿಯ ಕಾಮಗಾರಿಗಳಿಗೆ ಅರ್ಹ ಗುತ್ತಿಗೆದಾರರಿಂದ ಇ-ಟೆಂಡರ್ ಮೂಲಕ ಟೆಂಡರ್ ಆಹ್ವಾನಿಸಲಾಗಿದೆ. ಕಾಮಗಾರಿಯ ವಿವರ ಹಾಗೂ ನಿಯಮಗಳನ್ನು https://kppp.karnataka.gov.in ನಲ್ಲಿ ವೀಕ್ಷಿಸಬಹುದು. ಟೆಂಡರ್ ಸಂಖ್ಯೆ DMA/2024-25/IND3122/CALL-2. ಟೆಂಡರ್ ಸಲ್ಲಿಸಲು ಕೊನೆಯ ದಿನಾಂಕ 17.09.2024 ಸಂಜೆ 4.30 ರವರೆಗೆ. ತಾಂತ್ರಿಕ ಬಿಡ್ ತೆರೆಯುವ ದಿನಾಂಕ 18.09.2024. ಆರ್ಥಿಕ ಬಿಡ್ ತೆರೆಯುವ ದಿನಾಂಕ 20.09.2024. ಹೆಚ್ಚಿನ ಮಾಹಿತಿಗಾಗಿ ಕಚೇರಿ ದೂರವಾಣಿ 08395-260275 ಸಂಪರ್ಕಿಸಬಹುದು. xyxy=(471,1227,691,1295)
notice-sign: ಸಹಿ/- ಶಿರಸ್ತೇದಾರ ನ್ಯಾಯಾಲಯದ ಆದೇಶದ ಮೇರೆಗೆ xyxy=(747,1032,869,1041)
notice-sign: ಸಹಿ/- ಪ್ರಥಮ ದರ್ಜೆಯ ನ್ಯಾಯಿಕ ದಂಡಾಧಿಕಾರಿಗಳು, ನವಲಗುಂದ. xyxy=(758,1411,911,1420)
tender-sub: ಸಂಡೂರು (ತಾಲೂಕು) ಬಳ್ಳಾರಿ (ಜಿಲ್ಲೆ) xyxy=(538,1173,624,1181)
cmyk-dots-center-left xyxy=(313,1448,359,1467)
